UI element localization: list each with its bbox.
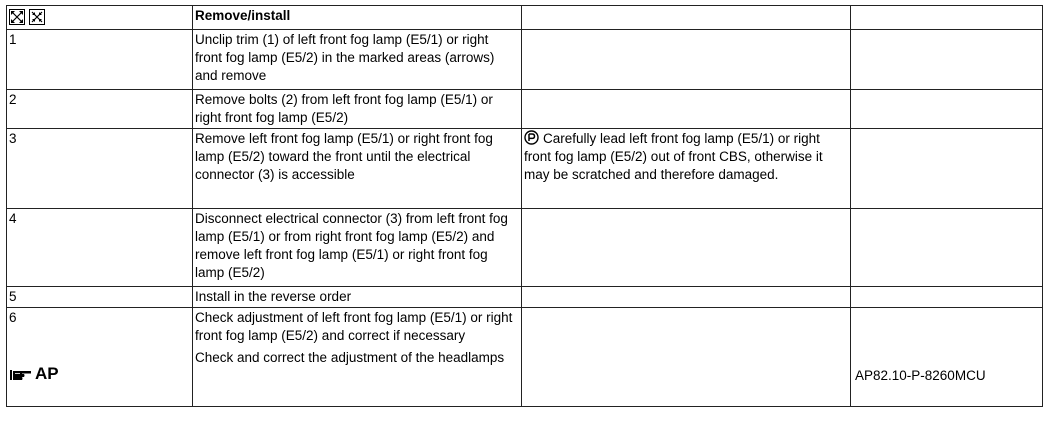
headlamp-adjustment-text: Check and correct the adjustment of the headlamps <box>195 350 505 365</box>
header-note-cell <box>522 6 851 30</box>
step-text: Remove bolts (2) from left front fog lamp (E5/1) or right front fog lamp (E5/2) <box>193 90 522 129</box>
table-row <box>7 30 1043 90</box>
step-number: 2 <box>7 90 193 129</box>
step-text: Disconnect electrical connector (3) from left front fog lamp (E5/1) or from right front fog lamp (E5/2) and remove left front fog lamp (E5/1) or right front fog lamp (E5/2) <box>193 209 522 287</box>
step-text-cell <box>193 308 522 407</box>
table-row <box>7 308 1043 407</box>
step-number-cell <box>7 308 193 407</box>
step-number: 4 <box>7 209 193 287</box>
step-ref <box>851 30 1043 90</box>
table-row <box>7 129 1043 209</box>
expand-arrows-icon[interactable] <box>9 9 25 25</box>
header-title: Remove/install <box>193 6 522 30</box>
procedure-table <box>6 5 1043 407</box>
step-ref <box>851 209 1043 287</box>
step-number: 3 <box>7 129 193 209</box>
header-icons-cell <box>7 6 193 30</box>
caution-text: Carefully lead left front fog lamp (E5/1) or right front fog lamp (E5/2) out of front CBS, otherwise it may be scratched and therefore damaged. <box>524 131 823 182</box>
step-note <box>522 287 851 308</box>
caution-icon <box>524 130 539 145</box>
table-row <box>7 209 1043 287</box>
step-note <box>522 209 851 287</box>
ap-marker-text: AP <box>35 364 59 383</box>
step-number: 5 <box>7 287 193 308</box>
collapse-arrows-icon[interactable] <box>29 9 45 25</box>
header-ref-cell <box>851 6 1043 30</box>
step-ref <box>851 90 1043 129</box>
step-text: Install in the reverse order <box>193 287 522 308</box>
table-row <box>7 90 1043 129</box>
step-text: Unclip trim (1) of left front fog lamp (E5/1) or right front fog lamp (E5/2) in the marked areas (arrows) and remove <box>193 30 522 90</box>
table-header-row <box>7 6 1043 30</box>
reference-link[interactable]: AP82.10-P-8260MCU <box>855 368 986 383</box>
step-text: Check adjustment of left front fog lamp (E5/1) or right front fog lamp (E5/2) and correct if necessary <box>195 310 513 343</box>
table-row <box>7 287 1043 308</box>
pointing-hand-icon <box>9 366 33 382</box>
step-note <box>522 308 851 407</box>
step-ref <box>851 287 1043 308</box>
step-text: Remove left front fog lamp (E5/1) or right front fog lamp (E5/2) toward the front until the electrical connector (3) is accessible <box>193 129 522 209</box>
step-ref-cell <box>851 308 1043 407</box>
ap-link[interactable] <box>9 365 59 383</box>
step-note <box>522 129 851 209</box>
step-ref <box>851 129 1043 209</box>
step-number: 1 <box>7 30 193 90</box>
step-number: 6 <box>9 310 17 325</box>
step-note <box>522 30 851 90</box>
step-note <box>522 90 851 129</box>
